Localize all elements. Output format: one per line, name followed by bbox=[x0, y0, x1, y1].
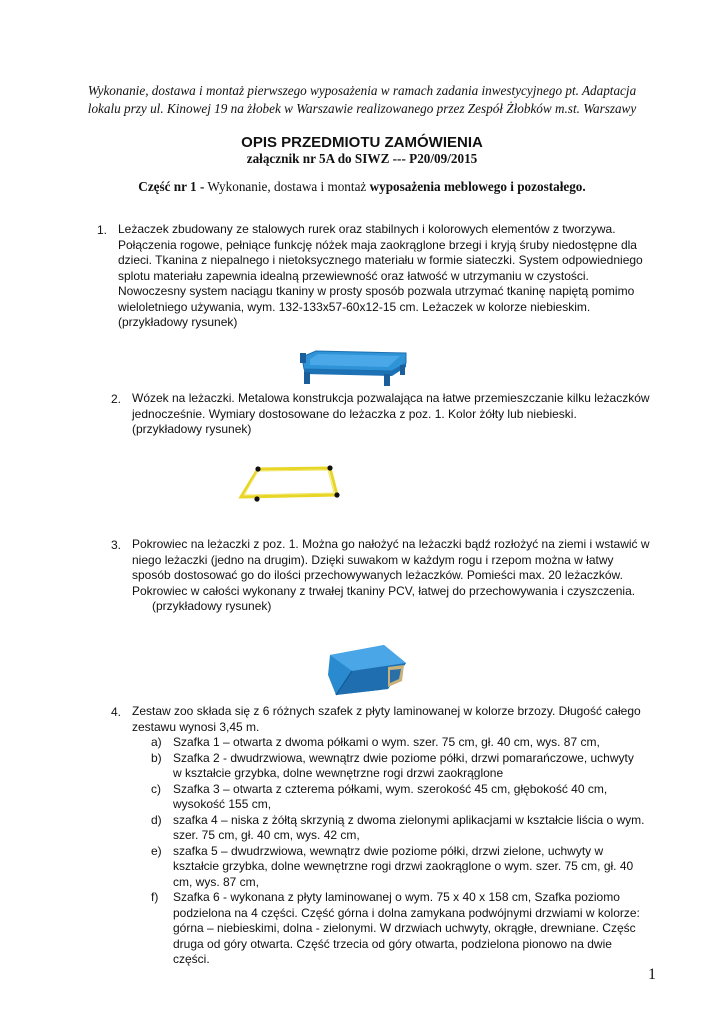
part-text: Wykonanie, dostawa i montaż bbox=[204, 179, 370, 194]
sub-letter: d) bbox=[151, 812, 162, 827]
sub-line: górna – niebieskimi, dolna - zielonymi. W drzwiach uchwyty, okrągłe, drewniane. Częśc bbox=[173, 921, 636, 935]
item-2-line: Wózek na leżaczki. Metalowa konstrukcja pozwalająca na łatwe przemieszczanie kilku leżaczków bbox=[132, 391, 650, 405]
item-2-text bbox=[132, 391, 656, 438]
item-1-line: Połączenia rogowe, pełniące funkcję nóżek maja zaokrąglone brzegi i kryją śruby niedostępne dla bbox=[118, 237, 637, 252]
item-1-line: splotu materiału zapewnia idealną przewiewność oraz łatwość w utrzymaniu w czystości. bbox=[118, 268, 589, 283]
header-line-1: Wykonanie, dostawa i montaż pierwszego wyposażenia w ramach zadania inwestycyjnego pt. Adaptacja bbox=[87, 83, 637, 98]
sublist-item-e bbox=[151, 844, 661, 891]
document-subtitle: załącznik nr 5A do SIWZ --- P20/09/2015 bbox=[246, 151, 478, 166]
item-1-line: Leżaczek zbudowany ze stalowych rurek oraz stabilnych i kolorowych elementów z tworzywa. bbox=[118, 222, 616, 236]
sub-letter: b) bbox=[151, 750, 162, 765]
item-1-line: (przykładowy rysunek) bbox=[118, 315, 238, 329]
sub-line: Szafka 3 – otwarta z czterema półkami, wym. szerokość 45 cm, głębokość 40 cm, bbox=[173, 781, 608, 796]
item-1-line: Nowoczesny system naciągu tkaniny w prosty sposób pozwala utrzymać tkaninę napiętą pomimo bbox=[118, 284, 635, 298]
item-1-text bbox=[118, 222, 656, 331]
item-3-line: Pokrowiec na leżaczki z poz. 1. Można go nałożyć na leżaczki bądź rozłożyć na ziemi i wstawić w bbox=[132, 537, 650, 551]
sub-line: w kształcie grzybka, dolne wewnętrzne rogi drzwi zaokrąglone bbox=[173, 766, 504, 780]
sub-line: cm, wys. 87 cm, bbox=[173, 874, 260, 889]
header-line-2: lokalu przy ul. Kinowej 19 na żłobek w Warszawie realizowanego przez Zespół Żłobków m.st. Warszawy bbox=[87, 101, 637, 116]
cot-figure bbox=[296, 343, 412, 389]
item-3-line: sposób dostosować go do ilości przechowywanych leżaczków. Pomieści max. 20 leżaczków. bbox=[132, 568, 623, 582]
sub-line: druga od góry otwarta. Część trzecia od góry otwarta, podzielona pionowo na dwie bbox=[173, 936, 612, 951]
item-3-line: (przykładowy rysunek) bbox=[152, 599, 272, 613]
item-4-line: zestawu wynosi 3,45 m. bbox=[132, 719, 260, 734]
sublist-item-c bbox=[151, 782, 661, 813]
sub-letter: e) bbox=[151, 843, 162, 858]
sublist-item-a bbox=[151, 735, 661, 751]
sublist-item-d bbox=[151, 813, 661, 844]
sub-line: szafka 4 – niska z żółtą skrzynią z dwoma zielonymi aplikacjami w kształcie liścia o wym. bbox=[173, 812, 645, 827]
cover-figure bbox=[326, 641, 410, 701]
item-4-text bbox=[132, 704, 660, 735]
sub-line: Szafka 1 – otwarta z dwoma półkami o wym. szer. 75 cm, gł. 40 cm, wys. 87 cm, bbox=[173, 735, 600, 749]
sub-letter: c) bbox=[151, 781, 161, 796]
sub-line: podzielona na 4 części. Część górna i dolna zamykana podwójnymi drzwiami w kolorze: bbox=[173, 905, 640, 920]
item-1-number: 1. bbox=[97, 223, 108, 237]
item-3-line: Pokrowiec w całości wykonany z trwałej tkaniny PCV, łatwej do przechowywania i czyszczenia. bbox=[132, 583, 636, 598]
item-2-line: (przykładowy rysunek) bbox=[132, 422, 252, 436]
item-3-number: 3. bbox=[111, 538, 122, 552]
sub-line: wysokość 155 cm, bbox=[173, 797, 272, 811]
sub-line: kształcie grzybka, dolne wewnętrzne rogi drzwi zaokrąglone o wym. szer. 75 cm, gł. 40 bbox=[173, 859, 634, 873]
part-bold: wyposażenia meblowego i pozostałego. bbox=[369, 179, 586, 194]
item-4-number: 4. bbox=[111, 705, 122, 719]
item-4-line: Zestaw zoo składa się z 6 różnych szafek z płyty laminowanej w kolorze brzozy. Długość całego bbox=[132, 704, 641, 718]
sub-line: części. bbox=[173, 952, 210, 966]
sub-letter: a) bbox=[151, 735, 162, 749]
item-3-text bbox=[132, 537, 656, 615]
item-3-line: niego leżaczki (jedno na drugim). Dzięki suwakom w każdym rogu i rzepom można w łatwy bbox=[132, 552, 614, 567]
sublist-item-f bbox=[151, 890, 661, 968]
item-2-number: 2. bbox=[111, 392, 122, 406]
sub-letter: f) bbox=[151, 890, 159, 904]
item-1-line: wieloletniego używania, wym. 132-133x57-60x12-15 cm. Leżaczek w kolorze niebieskim. bbox=[118, 299, 591, 314]
part-heading bbox=[0, 179, 724, 195]
sub-line: Szafka 2 - dwudrzwiowa, wewnątrz dwie poziome półki, drzwi pomarańczowe, uchwyty bbox=[173, 750, 634, 765]
page-number: 1 bbox=[648, 966, 656, 983]
sub-line: Szafka 6 - wykonana z płyty laminowanej o wym. 75 x 40 x 158 cm, Szafka poziomo bbox=[173, 890, 620, 904]
sub-line: szafka 5 – dwudrzwiowa, wewnątrz dwie poziome półki, drzwi zielone, uchwyty w bbox=[173, 843, 604, 858]
item-4-sublist bbox=[151, 735, 661, 968]
item-2-line: jednocześnie. Wymiary dostosowane do leżaczka z poz. 1. Kolor żółty lub niebieski. bbox=[132, 406, 577, 421]
cart-figure bbox=[236, 463, 342, 505]
sublist-item-b bbox=[151, 751, 661, 782]
sub-line: szer. 75 cm, gł. 40 cm, wys. 42 cm, bbox=[173, 828, 360, 842]
part-label: Część nr 1 - bbox=[138, 179, 205, 194]
item-1-line: dzieci. Tkanina z niepalnego i nietoksycznego materiału w formie siateczki. System odpowiedniego bbox=[118, 253, 643, 267]
document-title: OPIS PRZEDMIOTU ZAMÓWIENIA bbox=[241, 134, 483, 151]
